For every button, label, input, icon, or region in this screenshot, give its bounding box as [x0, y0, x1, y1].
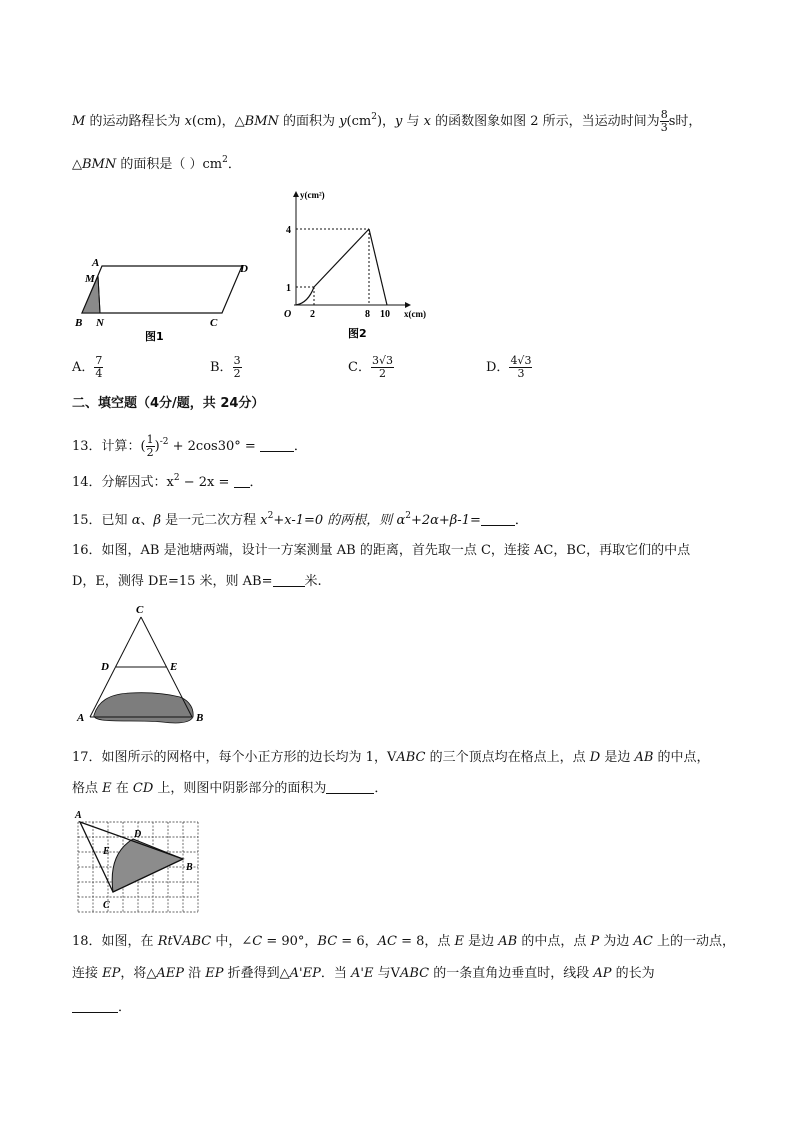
- origin-label: O: [284, 309, 292, 320]
- q17-var: D: [589, 750, 601, 765]
- q15-text: 是一元二次方程: [161, 513, 261, 528]
- q12-var-x: x: [423, 114, 432, 129]
- question-18-line3: [72, 998, 131, 1018]
- q18-var: A'E: [351, 966, 374, 981]
- option-label: A．: [72, 360, 95, 375]
- q13-fraction: [146, 434, 155, 459]
- fraction-denominator: 3: [517, 367, 525, 380]
- q18-var: EP: [102, 966, 121, 981]
- curve-segment: [296, 287, 314, 305]
- q12-text: 的运动路程长为: [85, 114, 185, 129]
- q12-time-fraction: [660, 109, 669, 134]
- q12-line1: [72, 107, 701, 134]
- line-segment-rise: [314, 229, 369, 287]
- label-m: M: [85, 273, 95, 285]
- y-tick-4: 4: [286, 225, 291, 236]
- q18-var: A'EP: [289, 966, 321, 981]
- q17-text: 是边: [600, 750, 635, 765]
- label-a: A: [77, 712, 85, 724]
- q15-alpha: α: [396, 513, 406, 528]
- q12-var-bmn: BMN: [82, 157, 117, 172]
- option-a: [72, 348, 103, 388]
- question-14: [72, 468, 263, 493]
- q13-end: ．: [293, 439, 307, 454]
- q15-text: +x-1=0 的两根，则: [273, 513, 397, 528]
- q12-text: 的面积是（ ）cm: [116, 157, 223, 172]
- q15-beta: β: [153, 513, 161, 528]
- q18-text: 是边: [464, 934, 499, 949]
- q18-var: AEP: [156, 966, 185, 981]
- q12-text: 的函数图象如图 2 所示，当运动时间为: [431, 114, 660, 129]
- q16-text: 米.: [304, 574, 322, 589]
- q18-text: ，将△: [120, 966, 157, 981]
- q13-prefix: 13．计算：(: [72, 439, 146, 454]
- answer-blank[interactable]: [234, 474, 250, 488]
- q12-text: 与: [402, 114, 424, 129]
- label-a: A: [75, 810, 82, 821]
- fraction-numerator: 3: [233, 354, 241, 367]
- q13-rest: + 2cos30° =: [168, 439, 260, 454]
- q12-line2: [72, 150, 241, 175]
- x-axis-label: x(cm): [404, 309, 426, 319]
- q18-var: AB: [498, 934, 518, 949]
- q15-text: 15．已知: [72, 513, 132, 528]
- option-fraction: [94, 355, 103, 380]
- q18-text: ．当: [320, 966, 352, 981]
- label-d: D: [101, 661, 109, 673]
- q12-text: )，: [376, 114, 396, 129]
- q17-var: AB: [634, 750, 654, 765]
- q18-var: E: [454, 934, 465, 949]
- parallelogram-abcd: [82, 266, 242, 313]
- q15-var-x: x: [260, 513, 268, 528]
- q17-text: 格点: [72, 781, 103, 796]
- q12-text: (cm: [346, 114, 372, 129]
- q16-text: D，E，测得 DE=15 米，则 AB=: [72, 574, 273, 589]
- q12-var-x: x: [184, 114, 192, 129]
- q17-var: CD: [132, 781, 154, 796]
- fraction-denominator: 2: [233, 367, 241, 380]
- q13-exponent: -2: [159, 437, 169, 447]
- option-fraction: [371, 355, 394, 380]
- label-c: C: [210, 317, 218, 329]
- q18-text: = 8，点: [396, 934, 455, 949]
- answer-blank[interactable]: [260, 438, 294, 452]
- q12-text: △: [72, 157, 82, 172]
- y-tick-1: 1: [286, 283, 291, 294]
- q12-text: 的面积为: [278, 114, 340, 129]
- q18-text: 沿: [184, 966, 206, 981]
- q18-text: 上的一动点，: [652, 934, 735, 949]
- x-tick-2: 2: [310, 309, 315, 320]
- q15-text: +2α+β-1=: [410, 513, 481, 528]
- q17-text: 的三个顶点均在格点上，点: [425, 750, 590, 765]
- q17-var: ABC: [396, 750, 426, 765]
- answer-blank[interactable]: [326, 780, 374, 794]
- q15-end: ．: [514, 513, 528, 528]
- y-axis-label: y(cm²): [300, 190, 325, 200]
- q18-var: ABC: [182, 934, 212, 949]
- q14-exponent: 2: [173, 473, 180, 483]
- q15-alpha: α: [131, 513, 141, 528]
- q12-var-bmn: BMN: [244, 114, 279, 129]
- fraction-denominator: 2: [146, 446, 154, 459]
- q18-var: AP: [593, 966, 612, 981]
- section-heading: 二、填空题（4分/题，共 24分）: [72, 396, 265, 411]
- label-d: D: [240, 263, 248, 275]
- q18-var: AC: [377, 934, 397, 949]
- label-a: A: [92, 257, 100, 269]
- q18-text: 折叠得到△: [223, 966, 290, 981]
- fraction-denominator: 4: [95, 367, 103, 380]
- q18-text: 的中点，点: [517, 934, 591, 949]
- q14-rest: − 2x =: [179, 475, 234, 490]
- fraction-numerator: 1: [146, 433, 154, 446]
- question-16-line2: [72, 572, 322, 592]
- option-d: [486, 348, 532, 388]
- label-e: E: [170, 661, 178, 673]
- q12-sup: 2: [371, 112, 377, 122]
- q18-text: 与V: [373, 966, 400, 981]
- q18-text: 为边: [599, 934, 634, 949]
- q18-text: = 6，: [337, 934, 378, 949]
- q17-text: 的中点，: [653, 750, 710, 765]
- q18-text: 18．如图，在: [72, 934, 158, 949]
- q17-grid-figure: [72, 808, 212, 920]
- q18-var: EP: [205, 966, 224, 981]
- label-d: D: [134, 829, 142, 840]
- figure-caption: 图1: [145, 330, 164, 343]
- q17-var: E: [102, 781, 112, 796]
- q18-text: V: [172, 934, 183, 949]
- q17-text: 上，则图中阴影部分的面积为: [153, 781, 327, 796]
- question-17-line2: [72, 779, 387, 799]
- q18-var: Rt: [157, 934, 173, 949]
- q16-figure: [72, 600, 212, 730]
- q18-var: BC: [317, 934, 338, 949]
- label-c: C: [103, 900, 110, 911]
- q18-text: 的长为: [611, 966, 655, 981]
- x-tick-8: 8: [365, 309, 370, 320]
- q18-var: AC: [633, 934, 653, 949]
- line-segment-fall: [369, 229, 387, 305]
- q17-text: 17．如图所示的网格中，每个小正方形的边长均为 1，V: [72, 750, 397, 765]
- q14-end: ．: [249, 475, 263, 490]
- q15-exponent: 2: [405, 511, 411, 521]
- answer-blank[interactable]: [273, 573, 305, 587]
- pond-shape: [94, 693, 193, 723]
- q12-text: ．: [227, 157, 241, 172]
- q12-var-y: y: [339, 114, 347, 129]
- label-n: N: [96, 317, 104, 329]
- fraction-numerator: 3√3: [371, 354, 393, 367]
- answer-blank[interactable]: [481, 512, 515, 526]
- q12-sup: 2: [222, 155, 228, 165]
- option-c: [348, 348, 394, 388]
- answer-blank[interactable]: [72, 999, 118, 1013]
- q18-var: P: [590, 934, 600, 949]
- q18-var: ABC: [400, 966, 430, 981]
- option-label: C．: [348, 360, 371, 375]
- q18-var: C: [252, 934, 263, 949]
- question-15: [72, 506, 528, 531]
- fraction-numerator: 8: [660, 108, 668, 121]
- q15-text: 、: [140, 513, 154, 528]
- question-13: 13．计算：( $\frac{1}{2}$ )$^{-2}$ + 2cos30° = ．: [72, 433, 307, 459]
- q17-end: ．: [374, 781, 388, 796]
- label-c: C: [136, 604, 144, 616]
- q12-var-y: y: [395, 114, 403, 129]
- q18-end: ．: [118, 1000, 132, 1015]
- q17-text: 在: [111, 781, 133, 796]
- x-tick-10: 10: [380, 309, 390, 320]
- option-label: D．: [486, 360, 510, 375]
- q18-text: 中，∠: [211, 934, 253, 949]
- fraction-denominator: 2: [378, 367, 386, 380]
- q14-prefix: 14．分解因式：x: [72, 475, 174, 490]
- label-e: E: [103, 846, 110, 857]
- option-fraction: [233, 355, 242, 380]
- fraction-numerator: 4√3: [510, 354, 532, 367]
- label-b: B: [196, 712, 204, 724]
- q15-exponent: 2: [267, 511, 274, 521]
- question-18-line2: [72, 964, 655, 984]
- q18-text: 的一条直角边垂直时，线段: [429, 966, 594, 981]
- option-b: [210, 348, 242, 388]
- q12-text: s时，: [668, 114, 702, 129]
- q12-figure-2: [280, 188, 440, 348]
- q18-text: = 90°，: [262, 934, 318, 949]
- option-fraction: [509, 355, 532, 380]
- q18-text: 连接: [72, 966, 103, 981]
- option-label: B．: [210, 360, 233, 375]
- q12-var-m: M: [72, 114, 86, 129]
- q12-figure-1: [70, 250, 270, 350]
- question-17-line1: [72, 748, 710, 768]
- fraction-denominator: 3: [660, 121, 668, 134]
- question-16-line1: 16．如图，AB 是池塘两端，设计一方案测量 AB 的距离，首先取一点 C，连接 AC，BC，再取它们的中点: [72, 543, 691, 558]
- label-b: B: [75, 317, 83, 329]
- q12-text: (cm)，△: [191, 114, 245, 129]
- fraction-numerator: 7: [95, 354, 103, 367]
- figure-caption: 图2: [348, 327, 367, 340]
- label-b: B: [186, 862, 193, 873]
- question-18-line1: [72, 932, 735, 952]
